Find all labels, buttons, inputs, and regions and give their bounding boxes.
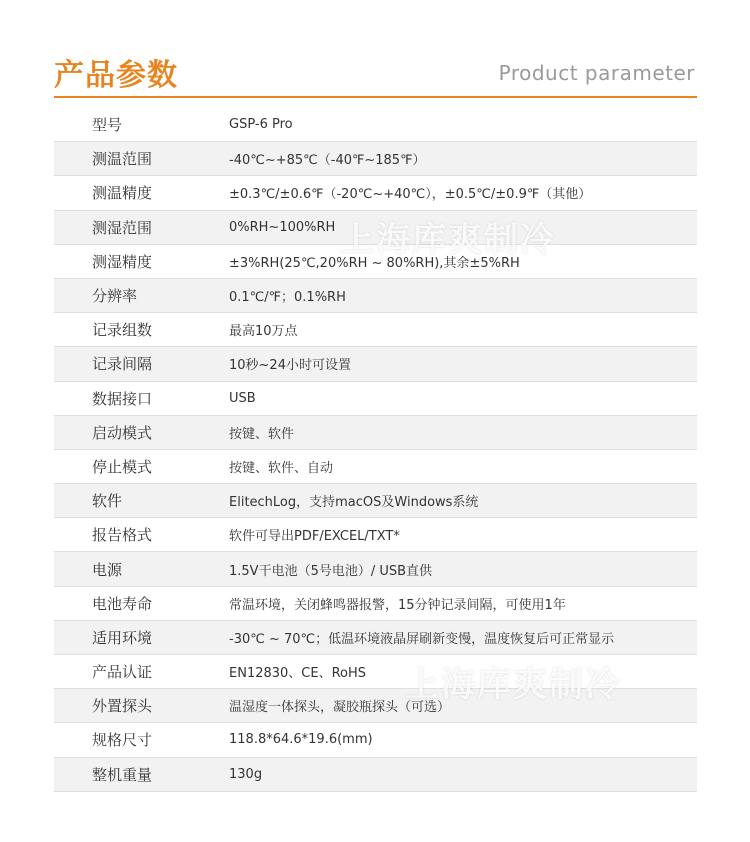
table-row <box>54 245 697 279</box>
spec-value: 130g <box>229 766 263 782</box>
table-row <box>54 552 697 586</box>
spec-label: 测温范围 <box>92 150 153 169</box>
spec-label: 适用环境 <box>92 628 153 647</box>
spec-value: 1.5V干电池（5号电池）/ USB直供 <box>229 563 433 579</box>
table-row <box>54 450 697 484</box>
spec-value: EN12830、CE、RoHS <box>229 666 367 682</box>
spec-label: 停止模式 <box>92 457 153 476</box>
table-row <box>54 518 697 552</box>
table-row <box>54 689 697 723</box>
spec-label: 分辨率 <box>92 287 138 306</box>
table-row <box>54 758 697 792</box>
spec-value: GSP-6 Pro <box>229 117 293 133</box>
spec-label: 测湿范围 <box>92 218 153 237</box>
spec-label: 数据接口 <box>92 389 153 408</box>
spec-value: 温湿度一体探头，凝胶瓶探头（可选） <box>229 700 451 716</box>
table-row <box>54 587 697 621</box>
spec-value: -30℃ ~ 70℃；低温环境液晶屏刷新变慢，温度恢复后可正常显示 <box>229 631 615 647</box>
table-row <box>54 382 697 416</box>
spec-label: 启动模式 <box>92 423 153 442</box>
table-row <box>54 142 697 176</box>
spec-value: ±0.3℃/±0.6℉（-20℃~+40℃），±0.5℃/±0.9℉（其他） <box>229 187 592 203</box>
spec-label: 软件 <box>92 492 123 511</box>
table-row <box>54 416 697 450</box>
table-row <box>54 176 697 210</box>
spec-label: 记录组数 <box>92 321 153 340</box>
spec-value: 最高10万点 <box>229 324 298 340</box>
spec-label: 型号 <box>92 116 123 135</box>
table-row <box>54 621 697 655</box>
spec-label: 电源 <box>92 560 123 579</box>
spec-label: 记录间隔 <box>92 355 153 374</box>
spec-value: 10秒~24小时可设置 <box>229 358 351 374</box>
spec-value: -40℃~+85℃（-40℉~185℉） <box>229 153 426 169</box>
table-row <box>54 313 697 347</box>
spec-value: ElitechLog，支持macOS及Windows系统 <box>229 495 479 511</box>
watermark: 上海库爽制冷 <box>340 220 556 260</box>
spec-value: 0.1℃/℉；0.1%RH <box>229 290 346 306</box>
spec-label: 规格尺寸 <box>92 731 153 750</box>
page-title: 产品参数 <box>54 58 178 93</box>
spec-label: 外置探头 <box>92 697 153 716</box>
spec-label: 产品认证 <box>92 663 153 682</box>
table-row <box>54 279 697 313</box>
spec-value: 按键、软件、自动 <box>229 460 334 476</box>
spec-value: 0%RH~100%RH <box>229 219 336 235</box>
spec-label: 电池寿命 <box>92 594 153 613</box>
header <box>0 0 750 100</box>
spec-table <box>54 108 697 792</box>
page-subtitle: Product parameter <box>498 61 695 85</box>
spec-label: 报告格式 <box>92 526 153 545</box>
spec-value: 按键、软件 <box>229 426 295 442</box>
header-divider <box>54 96 697 98</box>
spec-value: ±3%RH(25℃,20%RH ~ 80%RH),其余±5%RH <box>229 255 520 271</box>
spec-value: 118.8*64.6*19.6(mm) <box>229 732 373 748</box>
spec-value: USB <box>229 390 256 406</box>
watermark: 上海库爽制冷 <box>405 665 621 705</box>
spec-value: 软件可导出PDF/EXCEL/TXT* <box>229 529 400 545</box>
spec-label: 测温精度 <box>92 184 153 203</box>
spec-label: 整机重量 <box>92 765 153 784</box>
table-row <box>54 484 697 518</box>
table-row <box>54 108 697 142</box>
table-row <box>54 211 697 245</box>
table-row <box>54 655 697 689</box>
table-row <box>54 723 697 757</box>
table-row <box>54 347 697 381</box>
spec-value: 常温环境，关闭蜂鸣器报警，15分钟记录间隔，可使用1年 <box>229 597 566 613</box>
spec-label: 测湿精度 <box>92 252 153 271</box>
